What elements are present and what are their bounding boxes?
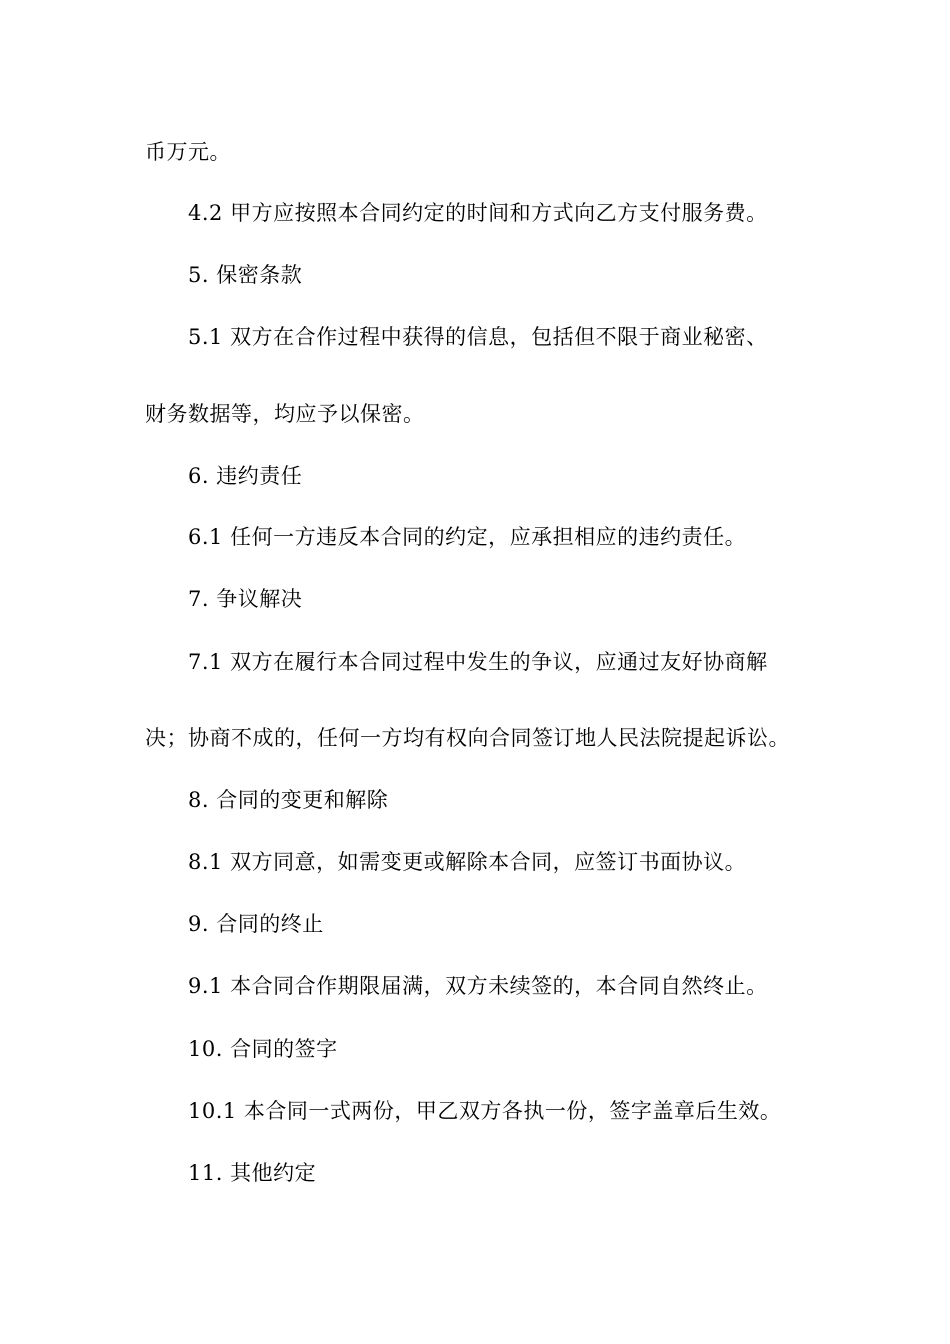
- clause-8-1: 8.1 双方同意，如需变更或解除本合同，应签订书面协议。: [188, 850, 747, 874]
- clause-4-2: 4.2 甲方应按照本合同约定的时间和方式向乙方支付服务费。: [188, 201, 768, 225]
- clause-7-1-continued: 决；协商不成的，任何一方均有权向合同签订地人民法院提起诉讼。: [145, 726, 790, 750]
- clause-5-1: 5.1 双方在合作过程中获得的信息，包括但不限于商业秘密、: [188, 325, 768, 349]
- clause-7-1: 7.1 双方在履行本合同过程中发生的争议，应通过友好协商解: [188, 650, 768, 674]
- section-heading-11: 11. 其他约定: [188, 1161, 317, 1185]
- clause-5-1-continued: 财务数据等，均应予以保密。: [145, 402, 425, 426]
- section-heading-9: 9. 合同的终止: [188, 912, 324, 936]
- clause-6-1: 6.1 任何一方违反本合同的约定，应承担相应的违约责任。: [188, 525, 747, 549]
- text-line-continuation: 币万元。: [145, 140, 231, 164]
- clause-9-1: 9.1 本合同合作期限届满，双方未续签的，本合同自然终止。: [188, 974, 768, 998]
- section-heading-5: 5. 保密条款: [188, 263, 303, 287]
- clause-10-1: 10.1 本合同一式两份，甲乙双方各执一份，签字盖章后生效。: [188, 1099, 782, 1123]
- section-heading-10: 10. 合同的签字: [188, 1037, 338, 1061]
- section-heading-6: 6. 违约责任: [188, 464, 303, 488]
- section-heading-8: 8. 合同的变更和解除: [188, 788, 389, 812]
- section-heading-7: 7. 争议解决: [188, 587, 303, 611]
